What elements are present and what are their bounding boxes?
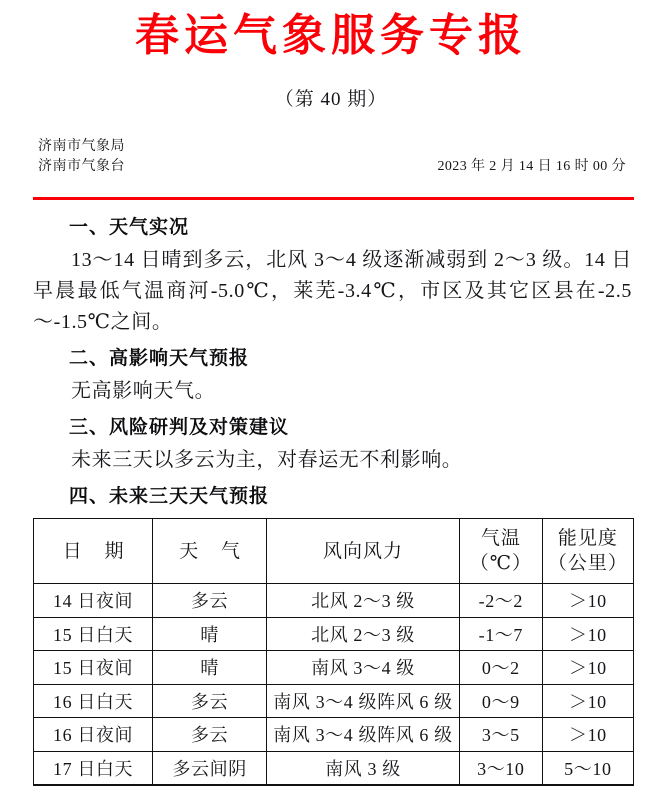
cell-temperature: -2～2 — [459, 584, 542, 618]
column-header-visibility — [542, 519, 633, 584]
table-header-row — [34, 519, 634, 584]
cell-wind: 南风 3～4 级 — [267, 651, 460, 685]
cell-weather: 多云 — [153, 684, 267, 718]
column-header-visibility-label: 能见度 — [557, 528, 618, 549]
column-header-temperature-label: 气温 — [480, 528, 521, 549]
table-row — [34, 684, 634, 718]
cell-temperature: 3～5 — [459, 718, 542, 752]
column-header-visibility-unit: （公里） — [547, 553, 628, 574]
forecast-table-wrapper — [33, 518, 634, 786]
cell-date: 15 日白天 — [34, 617, 153, 651]
table-row — [34, 584, 634, 618]
cell-weather: 晴 — [153, 617, 267, 651]
column-header-weather: 天 气 — [153, 519, 267, 584]
cell-date: 16 日白天 — [34, 684, 153, 718]
issuer-bureau: 济南市气象局 — [38, 139, 125, 154]
column-header-date: 日 期 — [34, 519, 153, 584]
issue-number: （第 40 期） — [274, 89, 388, 110]
document-title: 春运气象服务专报 — [135, 10, 527, 61]
cell-visibility: ＞10 — [542, 584, 633, 618]
cell-temperature: 0～9 — [459, 684, 542, 718]
table-row — [34, 751, 634, 785]
issuer-observatory: 济南市气象台 — [38, 159, 125, 174]
forecast-table-body — [34, 584, 634, 786]
cell-weather: 多云 — [153, 584, 267, 618]
column-header-temperature — [459, 519, 542, 584]
cell-visibility: ＞10 — [542, 617, 633, 651]
section-heading-three-day-forecast: 四、未来三天天气预报 — [69, 485, 270, 507]
cell-date: 17 日白天 — [34, 751, 153, 785]
cell-weather: 晴 — [153, 651, 267, 685]
cell-temperature: 3～10 — [459, 751, 542, 785]
section-heading-high-impact-forecast: 二、高影响天气预报 — [69, 347, 250, 369]
cell-visibility: 5～10 — [542, 751, 633, 785]
cell-wind: 南风 3 级 — [267, 751, 460, 785]
issuer-block — [38, 111, 632, 189]
issue-datetime: 2023 年 2 月 14 日 16 时 00 分 — [437, 159, 626, 174]
cell-wind: 南风 3～4 级阵风 6 级 — [267, 718, 460, 752]
cell-visibility: ＞10 — [542, 651, 633, 685]
cell-temperature: 0～2 — [459, 651, 542, 685]
table-row — [34, 651, 634, 685]
cell-weather: 多云 — [153, 718, 267, 752]
cell-date: 14 日夜间 — [34, 584, 153, 618]
section-heading-risk-assessment: 三、风险研判及对策建议 — [69, 416, 290, 438]
cell-visibility: ＞10 — [542, 718, 633, 752]
issuer-names — [38, 137, 125, 177]
section-text-weather-observation: 13～14 日晴到多云，北风 3～4 级逐渐减弱到 2～3 级。14 日早晨最低气温商河-5.0℃，莱芜-3.4℃，市区及其它区县在-2.5～-1.5℃之间。 — [33, 249, 632, 333]
cell-wind: 南风 3～4 级阵风 6 级 — [267, 684, 460, 718]
section-text-risk-assessment: 未来三天以多云为主，对春运无不利影响。 — [71, 449, 463, 471]
cell-temperature: -1～7 — [459, 617, 542, 651]
column-header-wind: 风向风力 — [267, 519, 460, 584]
section-heading-weather-observation: 一、天气实况 — [69, 216, 190, 238]
document-body — [33, 200, 632, 513]
table-row — [34, 718, 634, 752]
three-day-forecast-table — [33, 518, 634, 786]
column-header-temperature-unit: （℃） — [469, 553, 532, 574]
forecast-table-header — [34, 519, 634, 584]
cell-date: 16 日夜间 — [34, 718, 153, 752]
table-row — [34, 617, 634, 651]
cell-wind: 北风 2～3 级 — [267, 584, 460, 618]
cell-visibility: ＞10 — [542, 684, 633, 718]
cell-weather: 多云间阴 — [153, 751, 267, 785]
cell-wind: 北风 2～3 级 — [267, 617, 460, 651]
section-text-high-impact-forecast: 无高影响天气。 — [71, 380, 216, 402]
cell-date: 15 日夜间 — [34, 651, 153, 685]
